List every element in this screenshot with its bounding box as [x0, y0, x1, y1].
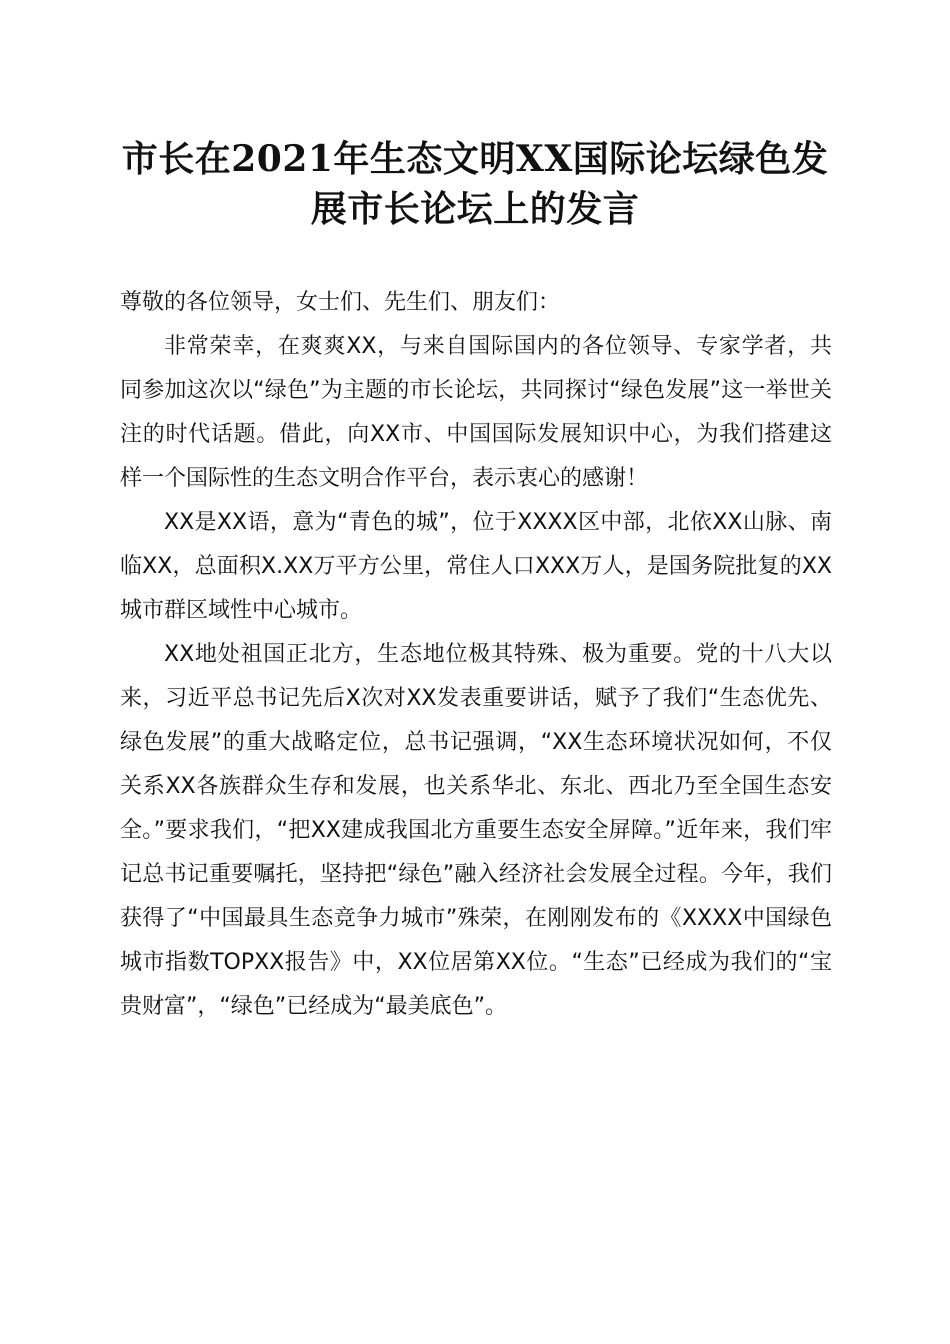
document-title [110, 134, 840, 234]
document-body [120, 281, 832, 1029]
title-line-1: 市长在2021年生态文明XX国际论坛绿色发 [121, 138, 829, 180]
paragraph-1: 非常荣幸，在爽爽XX，与来自国际国内的各位领导、专家学者，共同参加这次以“绿色”为主题的市长论坛，共同探讨“绿色发展”这一举世关注的时代话题。借此，向XX市、中国国际发展知识中心，为我们搭建这样一个国际性的生态文明合作平台，表示衷心的感谢！ [120, 334, 832, 491]
title-line-2: 展市长论坛上的发言 [310, 188, 640, 230]
paragraph-2: XX是XX语，意为“青色的城”，位于XXXX区中部，北依XX山脉、南临XX，总面积X.XX万平方公里，常住人口XXX万人，是国务院批复的XX城市群区域性中心城市。 [120, 510, 832, 623]
paragraph-3: XX地处祖国正北方，生态地位极其特殊、极为重要。党的十八大以来，习近平总书记先后X次对XX发表重要讲话，赋予了我们“生态优先、绿色发展”的重大战略定位，总书记强调，“XX生态环境状况如何，不仅关系XX各族群众生存和发展，也关系华北、东北、西北乃至全国生态安全。”要求我们，“把XX建成我国北方重要生态安全屏障。”近年来，我们牢记总书记重要嘱托，坚持把“绿色”融入经济社会发展全过程。今年，我们获得了“中国最具生态竞争力城市”殊荣，在刚刚发布的《XXXX中国绿色城市指数TOPXX报告》中，XX位居第XX位。“生态”已经成为我们的“宝贵财富”，“绿色”已经成为“最美底色”。 [120, 642, 832, 1019]
salutation: 尊敬的各位领导，女士们、先生们、朋友们： [120, 290, 561, 315]
